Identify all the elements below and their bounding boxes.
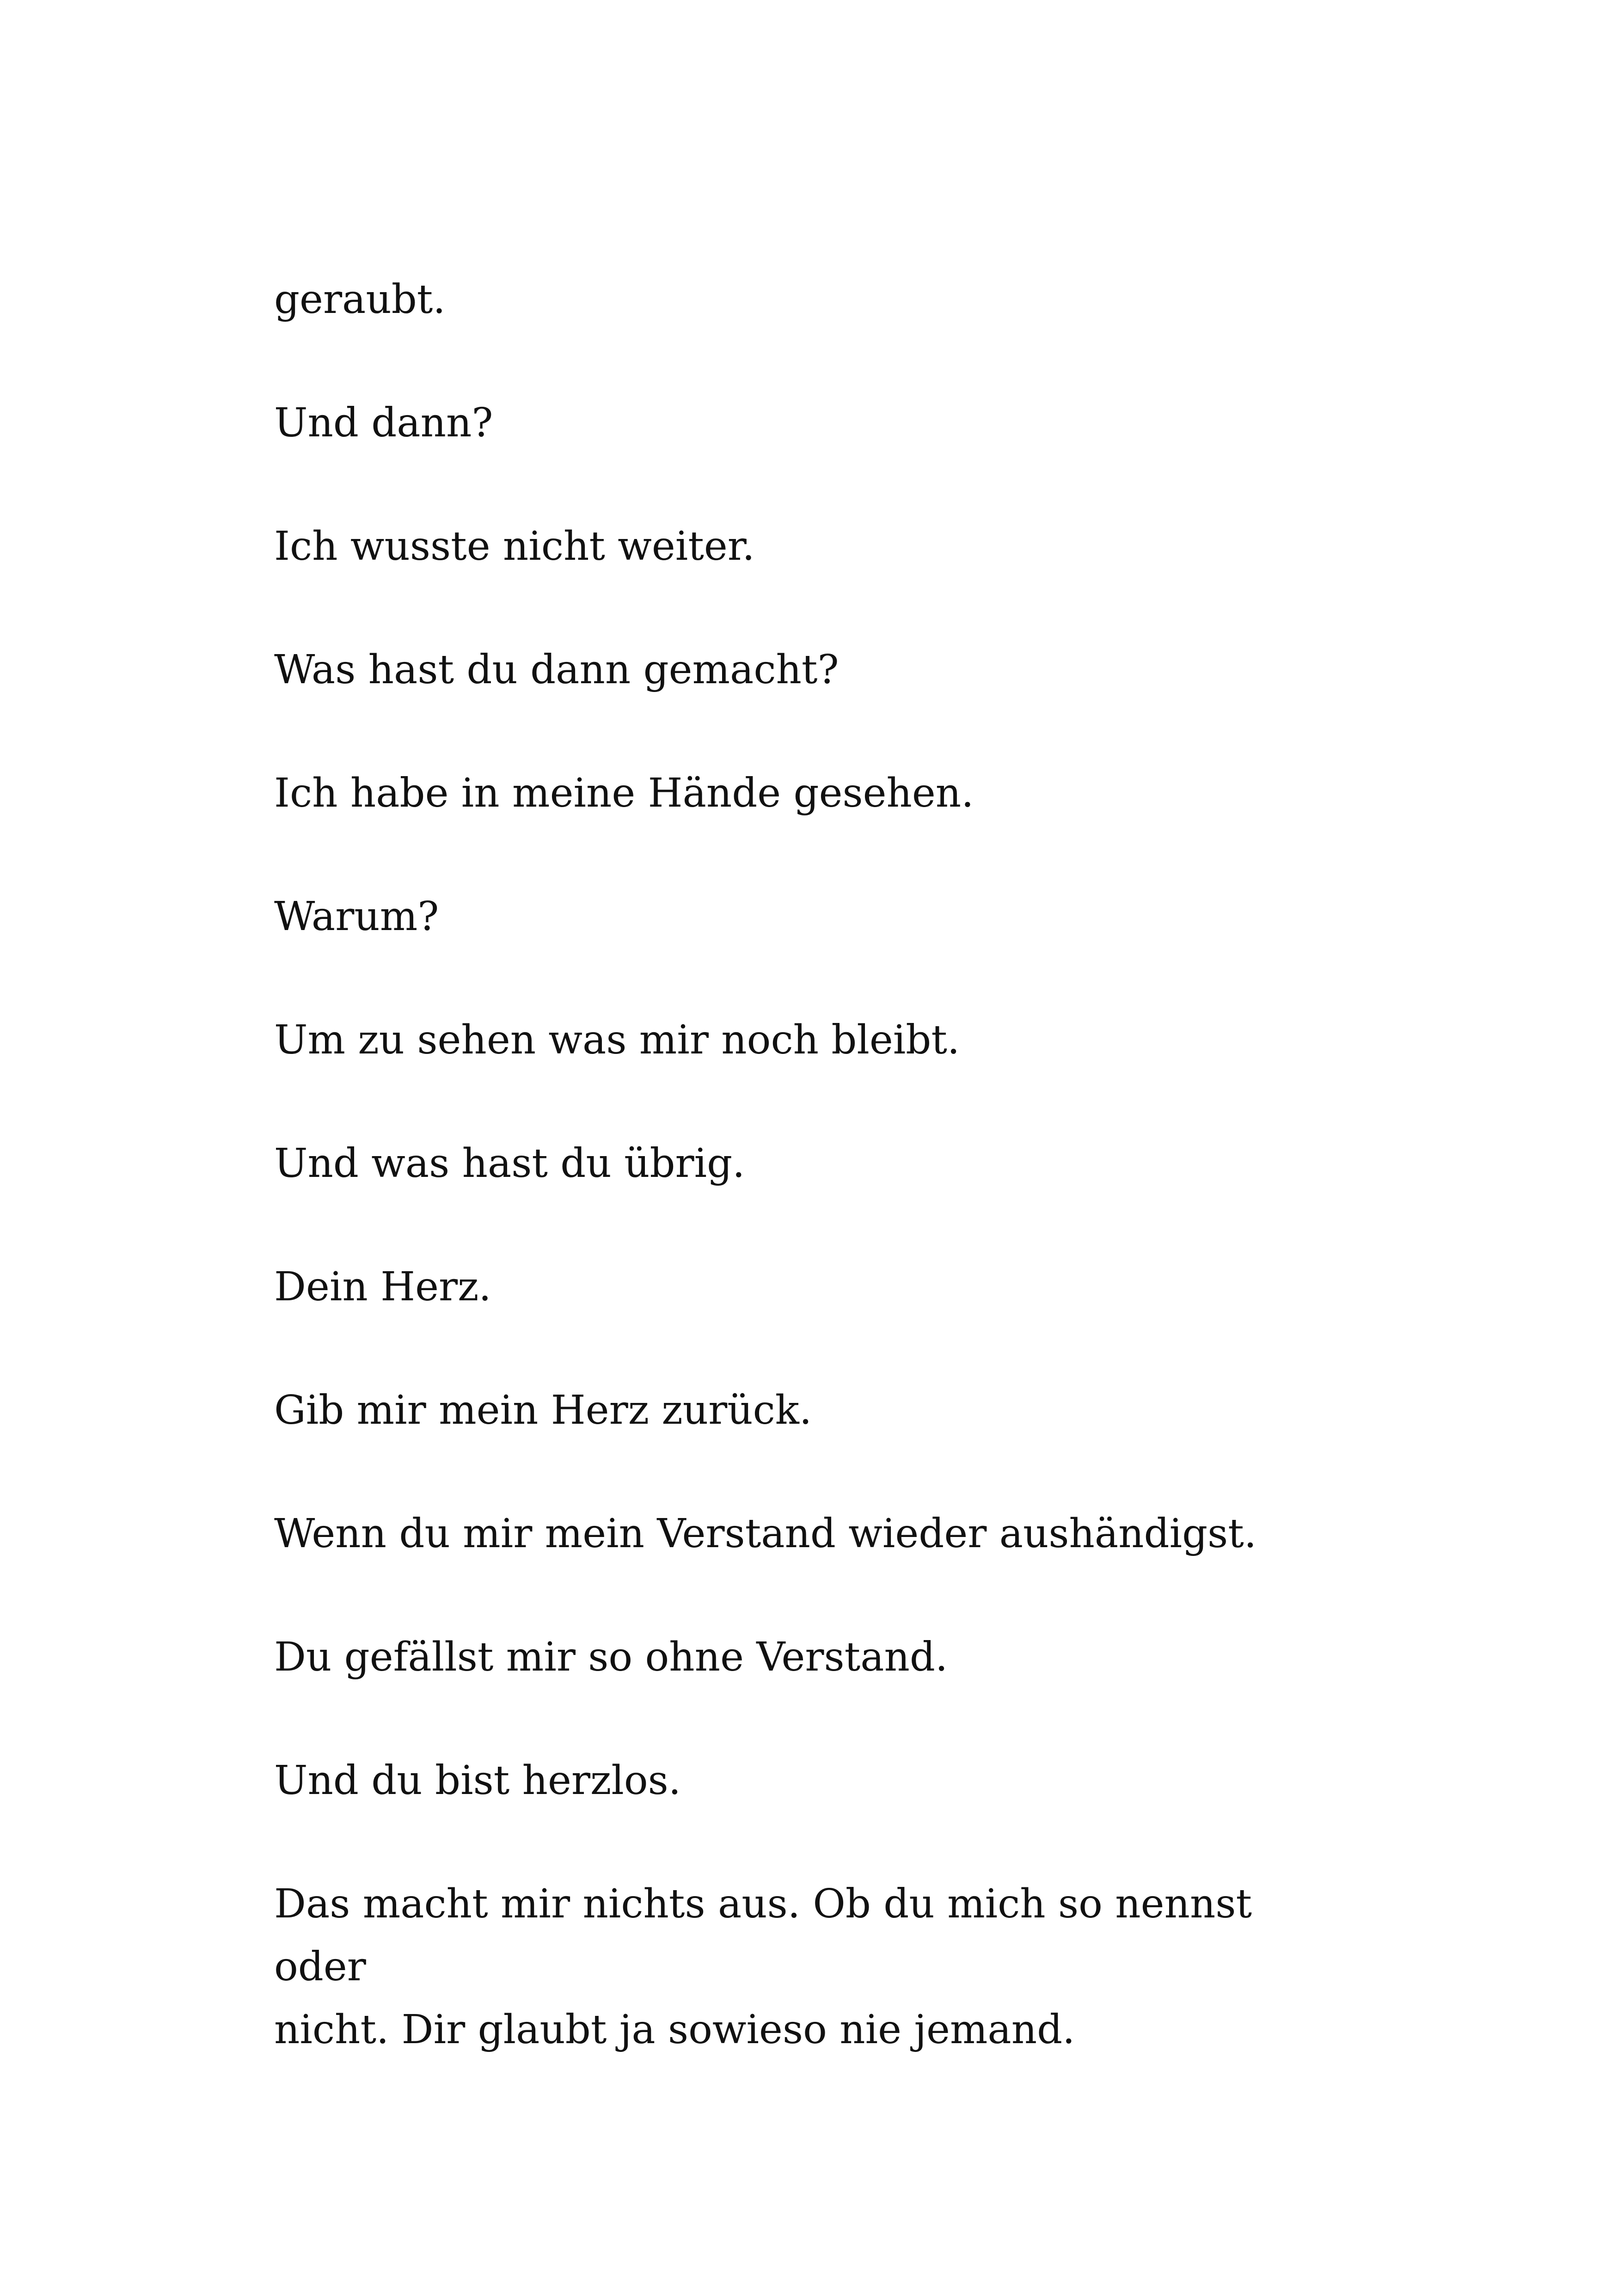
text-line: Ich wusste nicht weiter. bbox=[274, 523, 755, 569]
text-line: Um zu sehen was mir noch bleibt. bbox=[274, 1017, 960, 1063]
text-line: Wenn du mir mein Verstand wieder aushändigst. bbox=[274, 1511, 1257, 1557]
text-line: Was hast du dann gemacht? bbox=[274, 647, 839, 693]
text-line: Ich habe in meine Hände gesehen. bbox=[274, 770, 974, 816]
text-line: Warum? bbox=[274, 894, 439, 940]
text-line: Dein Herz. bbox=[274, 1264, 491, 1310]
text-line: Und dann? bbox=[274, 400, 493, 446]
text-line: Gib mir mein Herz zurück. bbox=[274, 1387, 812, 1433]
text-body bbox=[274, 268, 1337, 2122]
text-paragraph: Das macht mir nichts aus. Ob du mich so nennst oder nicht. Dir glaubt ja sowieso nie jemand. bbox=[274, 1881, 1252, 2053]
text-line: Du gefällst mir so ohne Verstand. bbox=[274, 1634, 948, 1680]
text-line: Und was hast du übrig. bbox=[274, 1140, 745, 1187]
text-line: geraubt. bbox=[274, 276, 446, 323]
text-line: Und du bist herzlos. bbox=[274, 1757, 681, 1804]
